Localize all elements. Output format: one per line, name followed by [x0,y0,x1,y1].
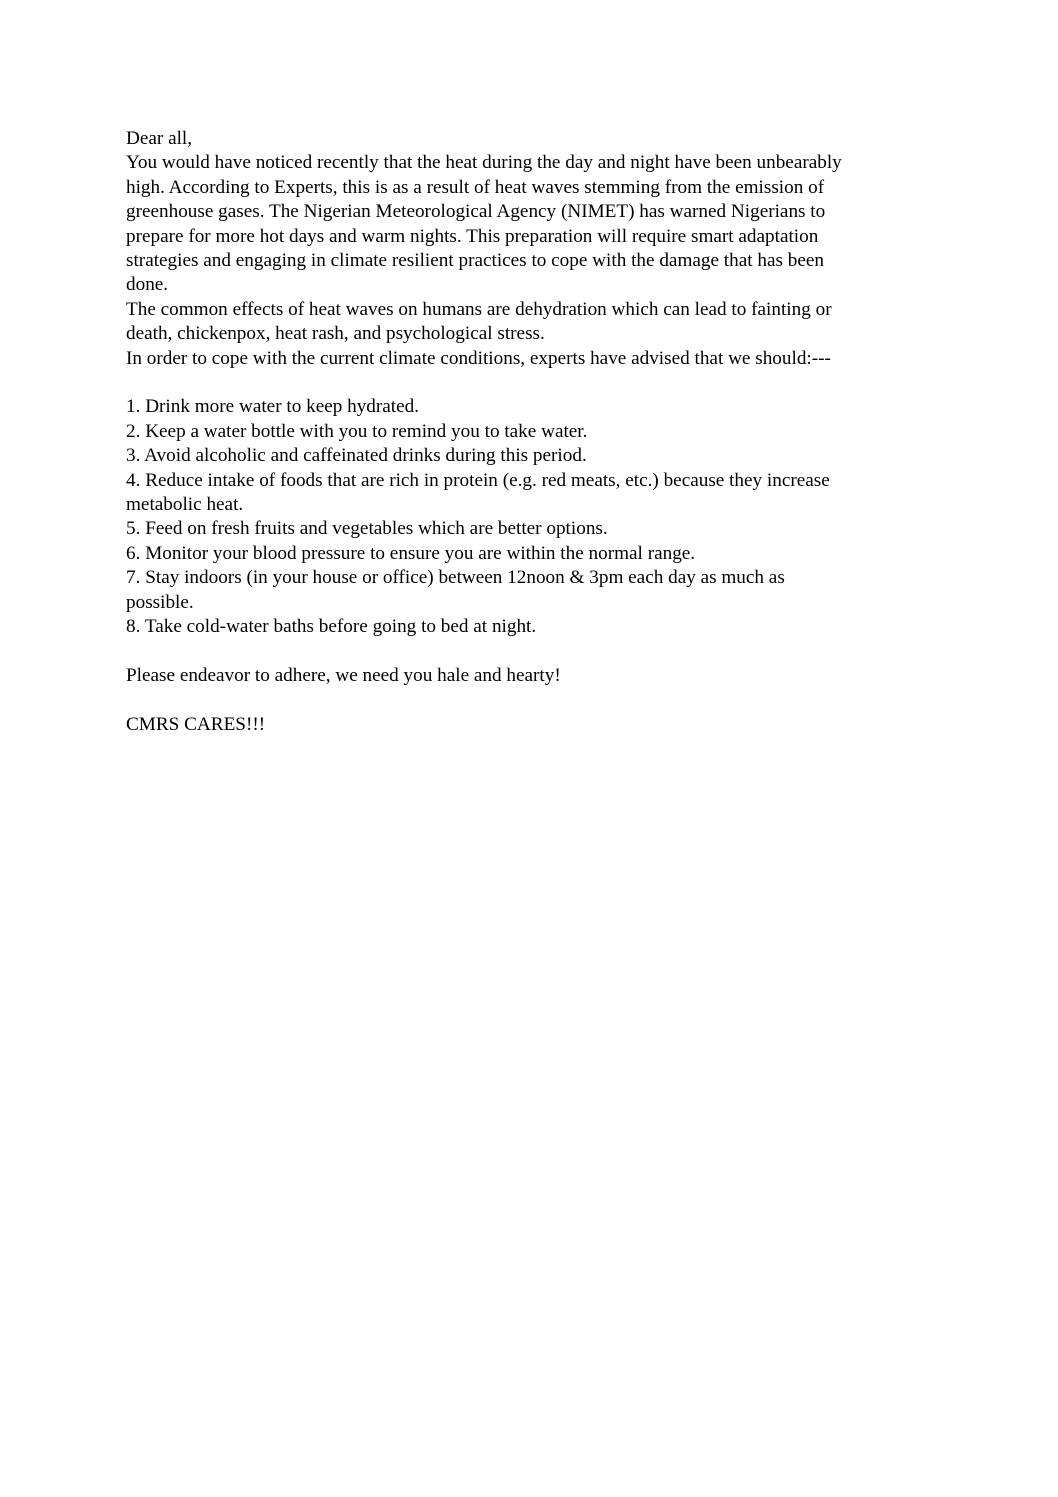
intro-line: high. According to Experts, this is as a result of heat waves stemming from the emission of [126,176,825,198]
advice-intro: In order to cope with the current climate conditions, experts have advised that we should:--- [126,347,831,369]
list-item: 6. Monitor your blood pressure to ensure you are within the normal range. [126,542,696,564]
effects-paragraph [126,298,926,347]
list-item: 3. Avoid alcoholic and caffeinated drinks during this period. [126,445,587,467]
list-item: 8. Take cold-water baths before going to bed at night. [126,616,537,638]
effects-line: The common effects of heat waves on humans are dehydration which can lead to fainting or [126,298,832,320]
list-item: 1. Drink more water to keep hydrated. [126,396,420,418]
intro-line: greenhouse gases. The Nigerian Meteorological Agency (NIMET) has warned Nigerians to [126,201,826,223]
intro-line: prepare for more hot days and warm nights. This preparation will require smart adaptation [126,225,819,247]
intro-line: strategies and engaging in climate resilient practices to cope with the damage that has been [126,250,824,272]
list-item: 2. Keep a water bottle with you to remind you to take water. [126,420,588,442]
list-item: 7. Stay indoors (in your house or office) between 12noon & 3pm each day as much as [126,567,785,589]
list-item: 4. Reduce intake of foods that are rich in protein (e.g. red meats, etc.) because they increase [126,469,830,491]
blank-line [126,688,926,712]
closing-line: Please endeavor to adhere, we need you hale and hearty! [126,664,561,686]
advice-list [126,395,926,639]
intro-line: done. [126,274,169,296]
list-item-continuation: possible. [126,591,194,613]
blank-line [126,371,926,395]
salutation: Dear all, [126,128,193,149]
list-item-continuation: metabolic heat. [126,494,244,516]
blank-line [126,640,926,664]
signature: CMRS CARES!!! [126,713,266,735]
intro-line: You would have noticed recently that the heat during the day and night have been unbearably [126,152,842,174]
intro-paragraph [126,151,926,297]
list-item: 5. Feed on fresh fruits and vegetables which are better options. [126,518,608,540]
effects-line: death, chickenpox, heat rash, and psychological stress. [126,323,545,345]
letter-body [126,127,926,737]
